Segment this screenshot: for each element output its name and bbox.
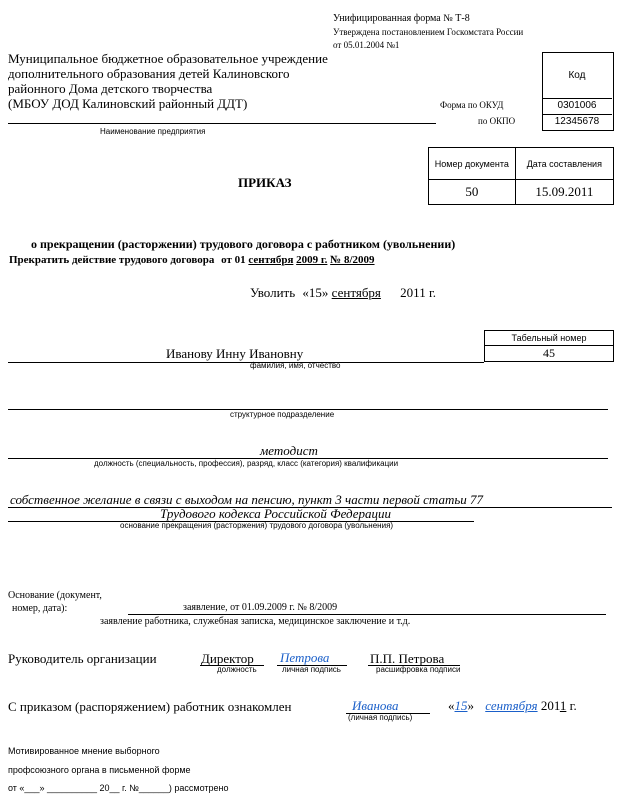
org-line-2: дополнительного образования детей Калиновского <box>8 66 290 81</box>
code-divider-1 <box>542 98 612 99</box>
close-quote: » <box>467 698 474 713</box>
okpo-label: по ОКПО <box>478 116 516 126</box>
terminate-month: сентября <box>248 254 294 266</box>
head-position-caption: должность <box>217 665 257 674</box>
form-line-2: Утверждена постановлением Госкомстата России <box>333 27 524 37</box>
basis-underline <box>128 614 606 615</box>
open-quote: « <box>448 698 455 713</box>
name-caption: фамилия, имя, отчество <box>250 361 341 370</box>
grounds-caption: основание прекращения (расторжения) трудового договора (увольнения) <box>120 521 394 530</box>
head-signature: Петрова <box>280 650 330 665</box>
acquainted-signature: Иванова <box>352 698 399 713</box>
terminate-num: № 8/2009 <box>330 254 375 266</box>
doc-number-value: 50 <box>429 180 516 205</box>
union-line-3: от «___» __________ 20__ г. №______) рассмотрено <box>8 783 229 793</box>
acquainted-date <box>448 698 577 714</box>
org-line-3: районного Дома детского творчества <box>8 81 213 96</box>
acquainted-year-suffix: 1 <box>559 698 567 713</box>
document-number-table <box>428 147 614 205</box>
form-line-1: Унифицированная форма № Т-8 <box>333 13 470 24</box>
page-title: ПРИКАЗ <box>238 175 292 190</box>
code-divider-2 <box>542 114 612 115</box>
doc-date-header: Дата составления <box>515 148 613 180</box>
org-line-1: Муниципальное бюджетное образовательное учреждение <box>8 51 328 66</box>
basis-label-2: номер, дата): <box>12 603 68 614</box>
terminate-from: от 01 <box>221 254 246 266</box>
terminate-year: 2009 г. <box>296 254 328 266</box>
acquainted-signature-caption: (личная подпись) <box>348 713 413 722</box>
union-line-2: профсоюзного органа в письменной форме <box>8 765 191 775</box>
dismiss-line <box>250 285 436 301</box>
basis-label-1: Основание (документ, <box>8 590 102 601</box>
acquainted-year-prefix: 201 <box>540 698 560 713</box>
doc-number-header: Номер документа <box>429 148 516 180</box>
tab-number-value: 45 <box>485 346 614 362</box>
dismiss-day: «15» <box>302 285 329 300</box>
okpo-value: 12345678 <box>554 116 600 127</box>
union-line-1: Мотивированное мнение выборного <box>8 746 160 756</box>
form-line-3: от 05.01.2004 №1 <box>333 40 400 50</box>
tab-number-header: Табельный номер <box>485 331 614 346</box>
subtitle: о прекращении (расторжении) трудового договора с работником (увольнении) <box>31 237 456 251</box>
dismiss-month: сентября <box>331 285 381 300</box>
dismiss-label: Уволить <box>250 285 296 300</box>
employee-name: Иванову Инну Ивановну <box>166 346 304 361</box>
acquainted-year-end: г. <box>569 698 577 713</box>
code-header: Код <box>568 70 586 81</box>
dismiss-year: 2011 г. <box>400 285 437 300</box>
okud-label: Форма по ОКУД <box>440 100 504 110</box>
name-underline <box>8 362 484 363</box>
employee-position: методист <box>260 443 318 458</box>
terminate-prefix: Прекратить действие трудового договора <box>9 254 215 266</box>
org-caption: Наименование предприятия <box>100 127 206 136</box>
head-position: Директор <box>201 651 254 666</box>
tab-number-table <box>484 330 614 362</box>
basis-caption: заявление работника, служебная записка, медицинское заключение и т.д. <box>100 616 411 627</box>
head-signature-caption: личная подпись <box>282 665 341 674</box>
org-underline <box>8 123 436 124</box>
dept-caption: структурное подразделение <box>230 410 335 419</box>
org-line-4: (МБОУ ДОД Калиновский районный ДДТ) <box>8 96 248 111</box>
acquainted-day: 15 <box>454 698 468 713</box>
head-name: П.П. Петрова <box>370 651 445 666</box>
position-caption: должность (специальность, профессия), разряд, класс (категория) квалификации <box>94 459 399 468</box>
doc-date-value: 15.09.2011 <box>515 180 613 205</box>
okud-value: 0301006 <box>557 100 597 111</box>
head-name-caption: расшифровка подписи <box>376 665 461 674</box>
head-label: Руководитель организации <box>8 651 157 666</box>
grounds-line-1: собственное желание в связи с выходом на пенсию, пункт 3 части первой статьи 77 <box>10 492 484 507</box>
acquainted-label: С приказом (распоряжением) работник ознакомлен <box>8 699 292 714</box>
acquainted-month: сентября <box>485 698 538 713</box>
terminate-line <box>9 254 375 266</box>
basis-value: заявление, от 01.09.2009 г. № 8/2009 <box>183 602 338 613</box>
organization-name <box>8 51 328 111</box>
grounds-line-2: Трудового кодекса Российской Федерации <box>160 506 392 521</box>
